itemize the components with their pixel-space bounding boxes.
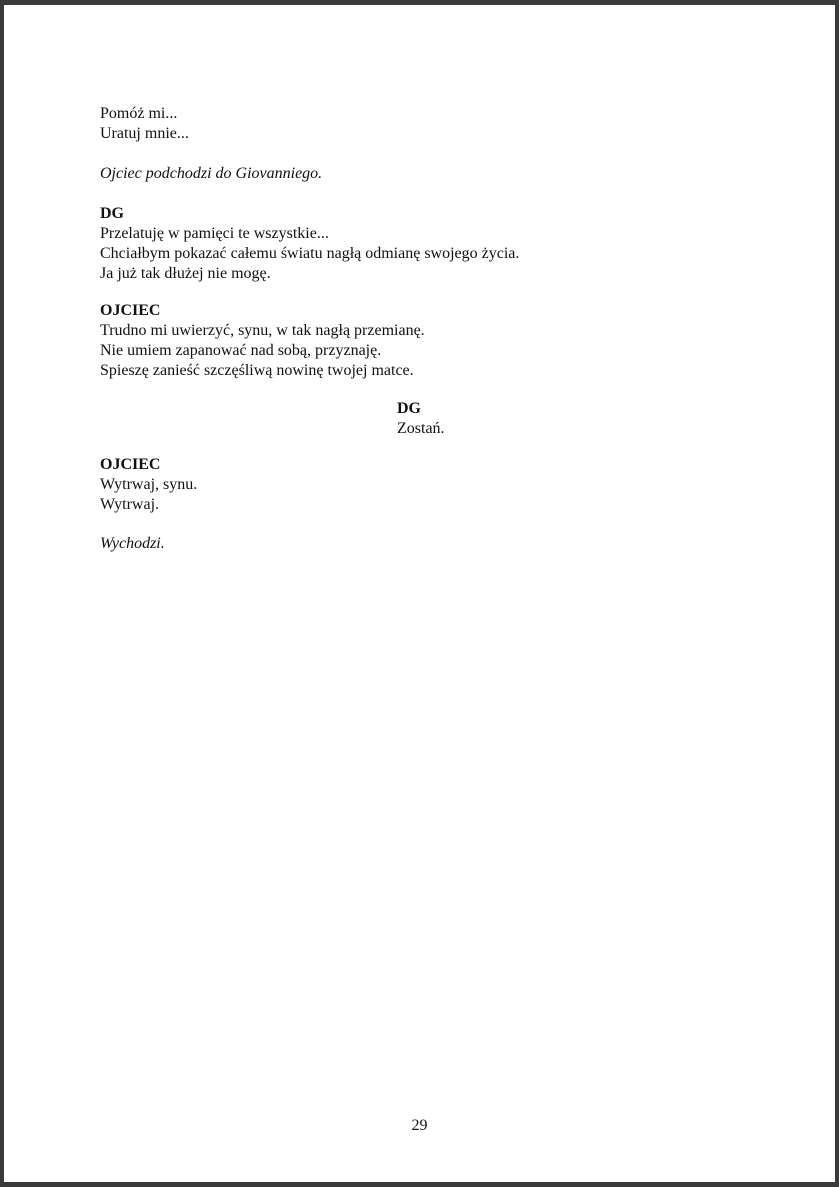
dialogue-line: Uratuj mnie... — [100, 125, 189, 142]
dialogue-line: Ja już tak dłużej nie mogę. — [100, 265, 271, 282]
dialogue-line: Przelatuję w pamięci te wszystkie... — [100, 225, 329, 242]
speaker-name: DG — [100, 205, 124, 222]
speaker-name: DG — [397, 400, 421, 417]
stage-direction: Wychodzi. — [100, 535, 165, 552]
dialogue-line: Wytrwaj. — [100, 496, 160, 513]
speaker-name: OJCIEC — [100, 456, 161, 473]
dialogue-line: Chciałbym pokazać całemu światu nagłą odmianę swojego życia. — [100, 245, 520, 262]
dialogue-line: Nie umiem zapanować nad sobą, przyznaję. — [100, 342, 382, 359]
speaker-name: OJCIEC — [100, 302, 161, 319]
dialogue-line: Spieszę zanieść szczęśliwą nowinę twojej matce. — [100, 362, 414, 379]
document-page — [4, 5, 835, 1182]
dialogue-line: Wytrwaj, synu. — [100, 476, 198, 493]
dialogue-line: Zostań. — [397, 420, 445, 437]
dialogue-line: Pomóż mi... — [100, 105, 178, 122]
dialogue-line: Trudno mi uwierzyć, synu, w tak nagłą przemianę. — [100, 322, 425, 339]
page-number: 29 — [411, 1117, 428, 1134]
stage-direction: Ojciec podchodzi do Giovanniego. — [100, 165, 323, 182]
